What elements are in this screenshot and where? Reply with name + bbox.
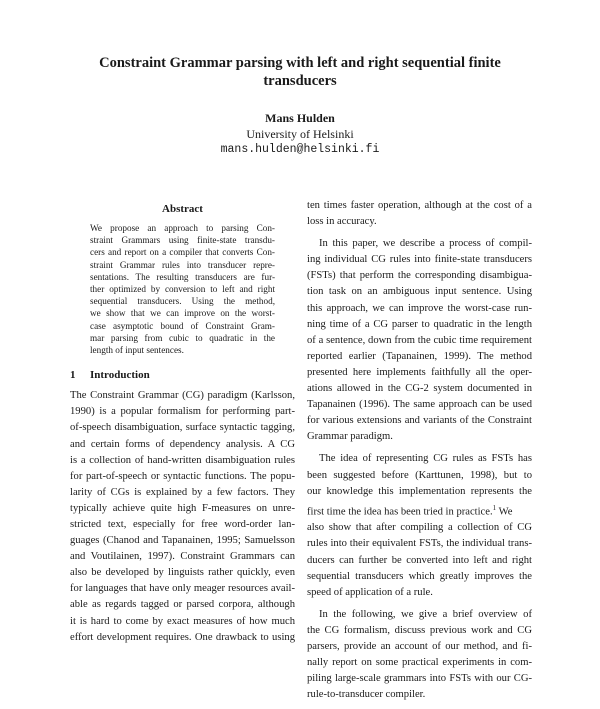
body-line: The idea of representing CG rules as FSTs has	[319, 453, 532, 465]
abstract-line: ther optimized by conversion to left and right	[90, 284, 275, 295]
footnote-mark[interactable]: 1	[492, 503, 497, 512]
intro-line: for part-of-speech or syntactic functions. The popu-	[70, 470, 295, 482]
left-column	[70, 198, 295, 652]
body-line: rules into their equivalent FSTs, the individual trans-	[307, 538, 532, 550]
abstract-line: sentations. The resulting transducers are fur-	[90, 271, 275, 282]
abstract-line: we show that we can improve on the worst-	[90, 308, 275, 319]
intro-line: of-speech disambiguation, surface syntactic tagging,	[70, 422, 295, 434]
footnote-line	[307, 500, 532, 521]
body-line: piling large-scale grammars into FSTs with our CG-	[307, 673, 532, 685]
author-email: mans.hulden@helsinki.fi	[220, 143, 380, 156]
body-line: In this paper, we describe a process of compil-	[319, 238, 532, 250]
body-line: speed of application of a rule.	[307, 586, 433, 598]
intro-line: for languages that have only meager resources avail-	[70, 583, 295, 595]
body-line: been suggested before (Karttunen, 1998), but to	[307, 469, 532, 481]
intro-line: and certain forms of dependency analysis. A CG	[70, 438, 295, 450]
intro-line: also be developed by linguists rather quickly, even	[70, 567, 295, 579]
title-line-1: Constraint Grammar parsing with left and right sequential finite	[99, 55, 501, 71]
author-name: Mans Hulden	[265, 111, 335, 125]
section-number: 1	[70, 369, 76, 382]
body-text: first time the idea has been tried in practice.	[307, 506, 493, 518]
intro-line: stricted text, especially for free word-order lan-	[70, 518, 295, 530]
body-line: ning time of a CG parser to quadratic in the length	[307, 318, 532, 330]
intro-paragraph	[70, 388, 295, 646]
title-line-2: transducers	[263, 73, 337, 89]
body-line: reported earlier (Tapanainen, 1999). The method	[307, 350, 532, 362]
body-line: this approach, we can improve the worst-case run-	[307, 302, 532, 314]
body-line: our knowledge this implementation represents the	[307, 485, 532, 497]
intro-line: guages (Chanod and Tapanainen, 1995; Samuelsson	[70, 535, 295, 547]
abstract-line: length of input sentences.	[90, 345, 184, 356]
author-affiliation: University of Helsinki	[246, 127, 354, 141]
body-line: for various extensions and variants of the Constraint	[307, 415, 532, 427]
body-line: the CG formalism, discuss previous work and CG	[307, 624, 532, 636]
body-line: ten times faster operation, although at the cost of a	[307, 200, 532, 211]
body-line: nally report on some practical experiments in com-	[307, 657, 532, 669]
abstract-line: case asymptotic bound of Constraint Gram-	[90, 320, 275, 331]
paragraph-continued	[307, 198, 532, 230]
body-line: In the following, we give a brief overview of	[319, 608, 532, 620]
body-text: We	[496, 506, 513, 518]
section-heading-introduction	[70, 368, 295, 382]
intro-line: and Voutilainen, 1997). Constraint Grammars can	[70, 551, 295, 563]
intro-line: is a collection of hand-written disambiguation rules	[70, 454, 295, 466]
paragraph-method	[307, 236, 532, 445]
paragraph-overview	[307, 607, 532, 704]
abstract-line: cers and report on a compiler that converts Con-	[90, 247, 275, 258]
body-line: Grammar paradigm.	[307, 431, 393, 443]
intro-line: larity of CGs is explained by a few factors. They	[70, 486, 295, 498]
body-line: loss in accuracy.	[307, 216, 377, 228]
body-line: Tapanainen (1996). The same approach can be used	[307, 399, 532, 411]
author-block	[150, 110, 450, 158]
body-line: sequential transducers which greatly improves the	[307, 570, 532, 582]
abstract-line: straint Grammar rules into transducer repre-	[90, 259, 275, 270]
intro-line: it is hard to come by exact measures of how much	[70, 615, 295, 627]
body-line: tion task on an ambiguous input sentence. Using	[307, 286, 532, 298]
body-line: rule-to-transducer compiler.	[307, 689, 426, 701]
section-title: Introduction	[90, 369, 150, 382]
body-line: also show that after compiling a collection of CG	[307, 522, 532, 534]
intro-line: able as regards tagged or parsed corpora, although	[70, 599, 295, 611]
body-line: ations allowed in the CG-2 system documented in	[307, 383, 532, 395]
body-line: parsers, provide an account of our method, and fi-	[307, 640, 532, 652]
paragraph-idea	[307, 451, 532, 600]
intro-line: The Constraint Grammar (CG) paradigm (Karlsson,	[70, 390, 295, 402]
abstract-line: sequential transducers. Using the method,	[90, 296, 275, 307]
body-line: (FSTs) that perform the corresponding disambigua-	[307, 270, 532, 282]
abstract-line: We propose an approach to parsing Con-	[90, 223, 275, 233]
abstract-line: mar parsing from cubic to quadratic in the	[90, 332, 275, 343]
body-line: presented here implements faithfully all the oper-	[307, 366, 532, 378]
intro-line: effort development requires. One drawback to using	[70, 631, 295, 643]
right-column	[307, 198, 532, 709]
body-line: ducers can further be converted into left and right	[307, 554, 532, 566]
body-line: ing individual CG rules into finite-state transducers	[307, 254, 532, 266]
intro-line: 1990) is a popular formalism for performing part-	[70, 406, 295, 418]
intro-line: typically achieve quite high F-measures on unre-	[70, 502, 295, 514]
body-line: of a sentence, down from the cubic time requirement	[307, 334, 532, 346]
paper-title	[90, 54, 510, 90]
abstract-line: straint Grammars using finite-state transdu-	[90, 235, 275, 246]
abstract-body	[70, 222, 295, 356]
abstract-heading: Abstract	[162, 203, 203, 215]
